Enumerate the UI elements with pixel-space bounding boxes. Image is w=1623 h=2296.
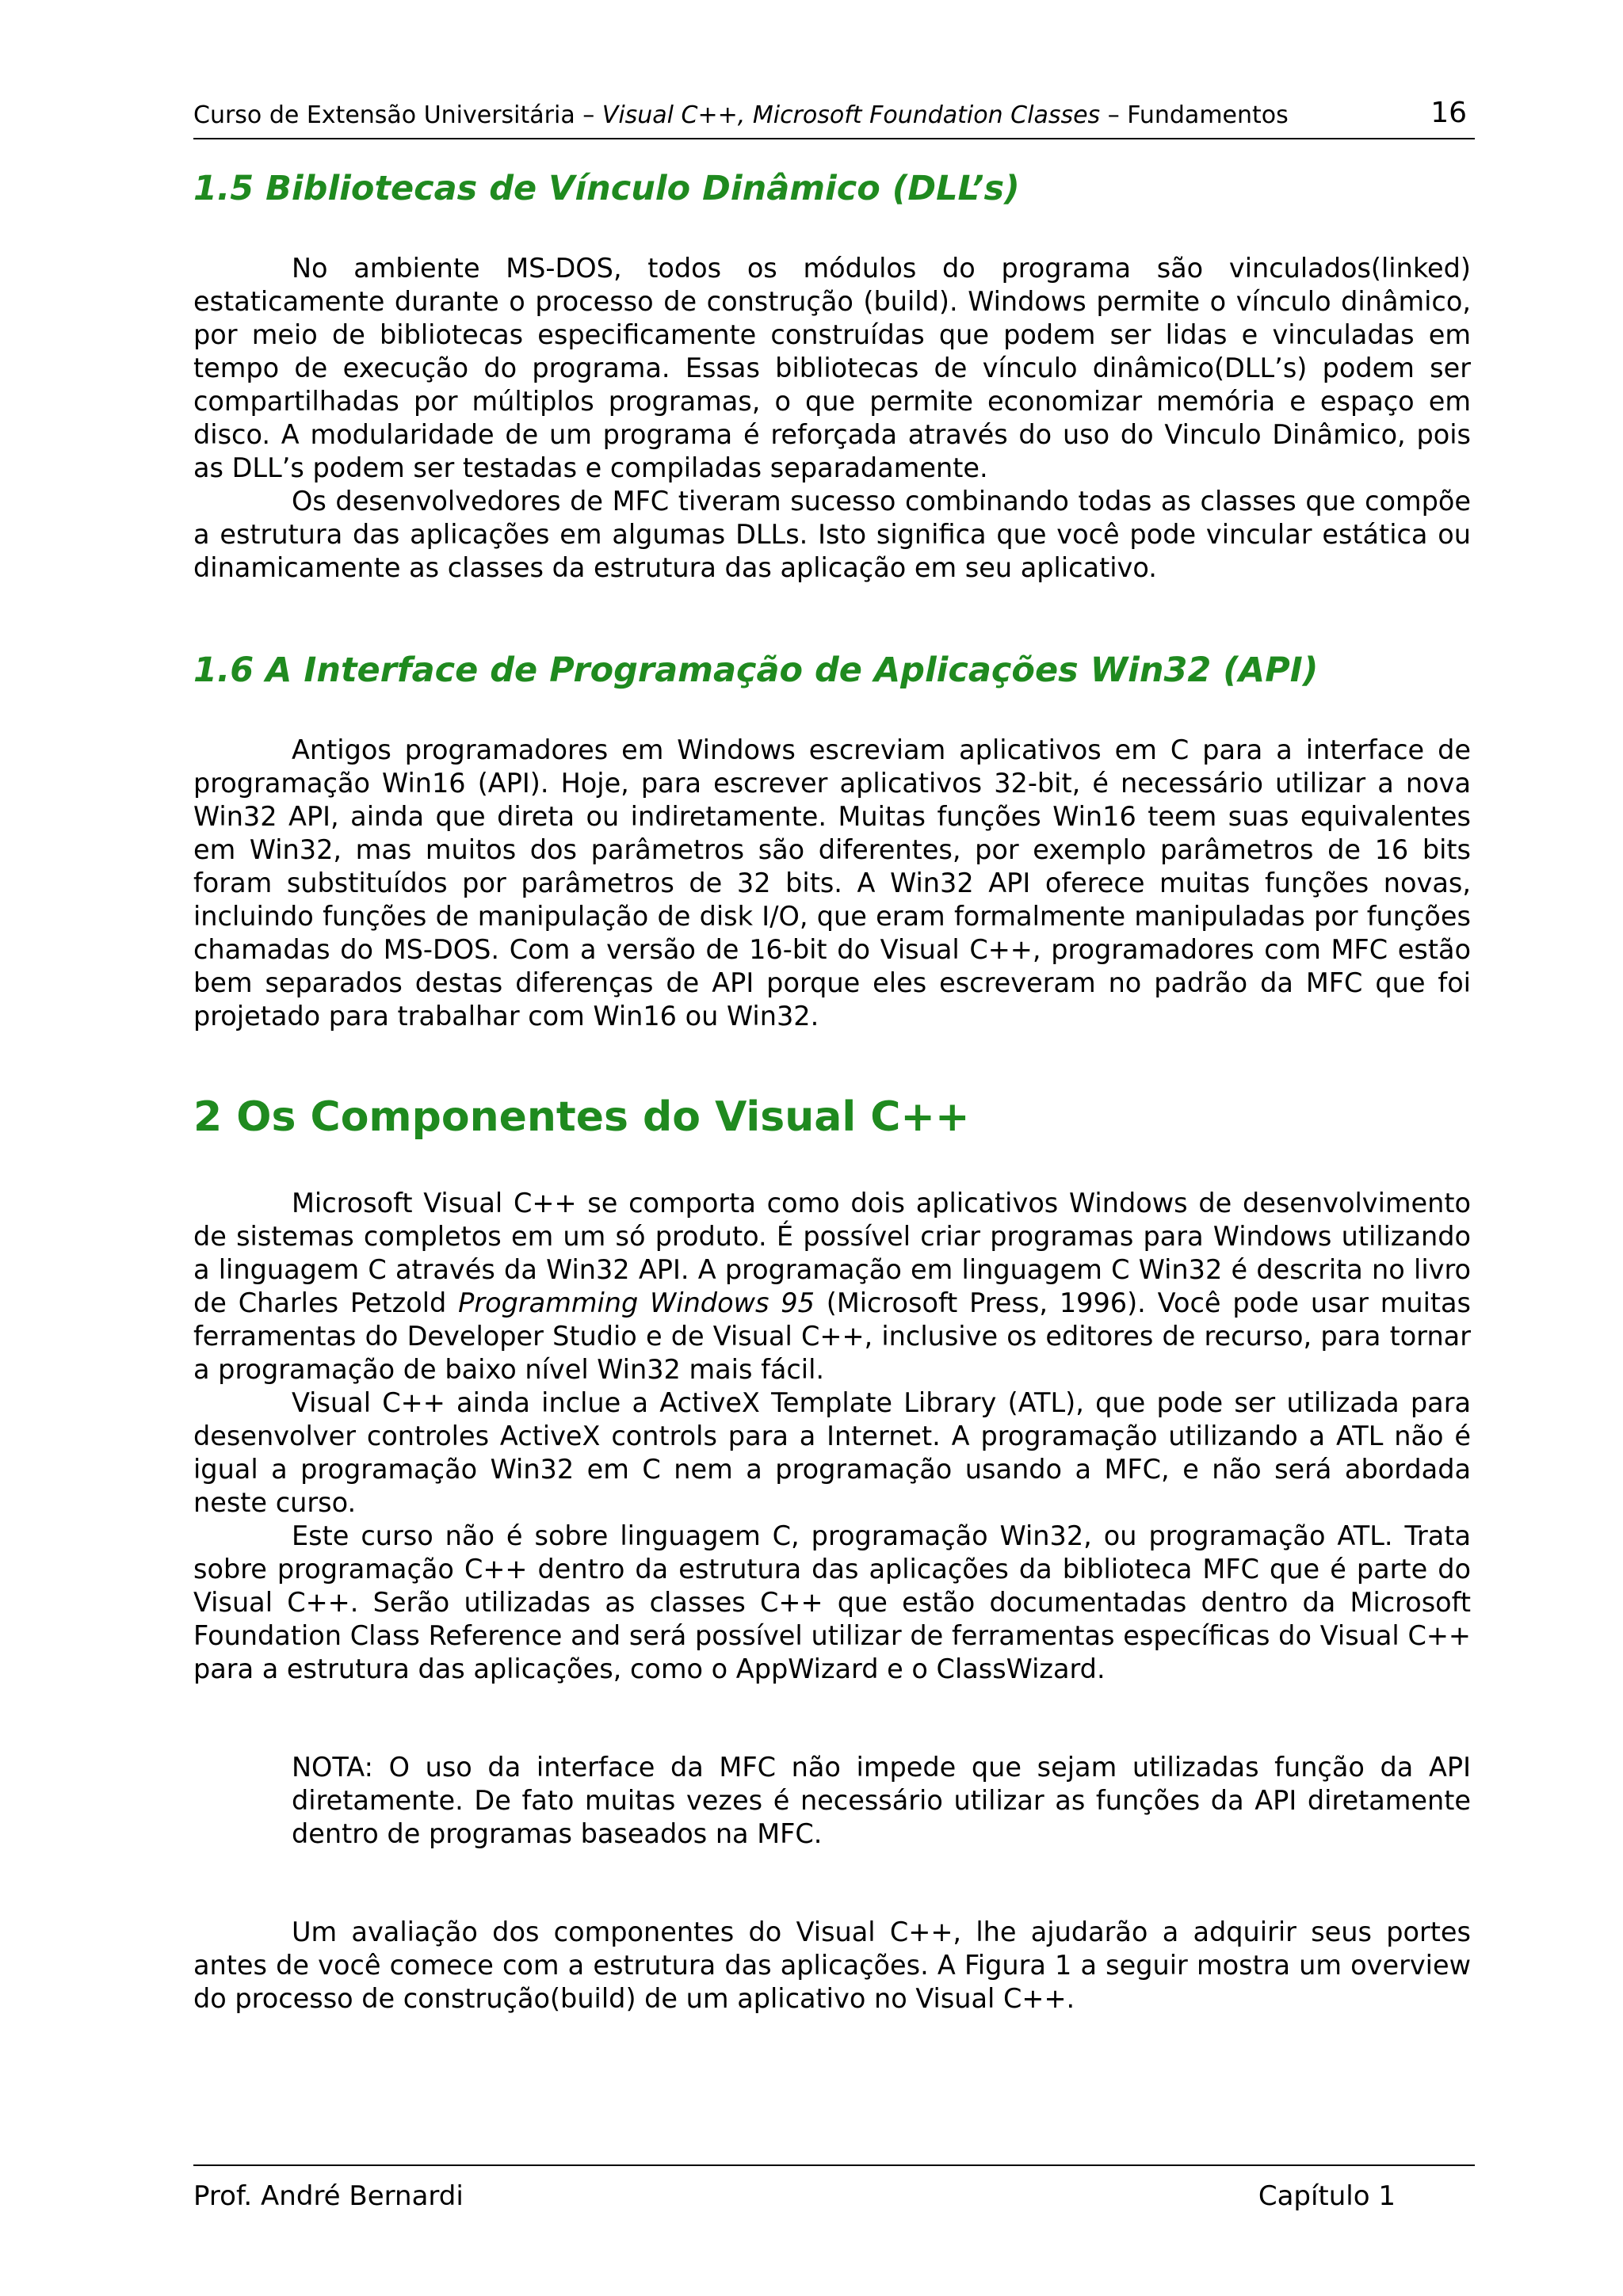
page-header (193, 93, 1475, 139)
book-title: Programming Windows 95 (458, 1287, 815, 1318)
course-title-suffix: – Fundamentos (1100, 101, 1289, 129)
section-1-6-paragraph-1: Antigos programadores em Windows escreviam aplicativos em C para a interface de programação Win16 (API). Hoje, para escrever aplicativos 32-bit, é necessário utilizar a nova Win32 API, ainda que direta ou indiretamente. Muitas funções Win16 teem suas equivalentes em Win32, mas muitos dos parâmetros são diferentes, por exemplo parâmetros de 16 bits foram substituídos por parâmetros de 32 bits. A Win32 API oferece muitas funções novas, incluindo funções de manipulação de disk I/O, que eram formalmente manipuladas por funções chamadas do MS-DOS. Com a versão de 16-bit do Visual C++, programadores com MFC estão bem separados destas diferenças de API porque eles escreveram no padrão da MFC que foi projetado para trabalhar com Win16 ou Win32. (193, 734, 1471, 1032)
chapter-2-paragraph-2: Visual C++ ainda inclue a ActiveX Template Library (ATL), que pode ser utilizada para desenvolver controles ActiveX controls para a Internet. A programação utilizando a ATL não é igual a programação Win32 em C nem a programação usando a MFC, e não será abordada neste curso. (193, 1387, 1471, 1518)
chapter-2-title: 2 Os Componentes do Visual C++ (193, 1093, 970, 1141)
course-title-italic: Visual C++, Microsoft Foundation Classes (601, 101, 1101, 129)
page-number: 16 (1430, 97, 1467, 129)
course-title (193, 101, 1289, 129)
chapter-label: Capítulo 1 (1258, 2180, 1396, 2212)
section-1-6-title: 1.6 A Interface de Programação de Aplicações Win32 (API) (193, 650, 1319, 690)
page-content (193, 166, 1471, 2016)
section-1-5-paragraph-2: Os desenvolvedores de MFC tiveram sucesso combinando todas as classes que compõe a estrutura das aplicações em algumas DLLs. Isto significa que você pode vincular estática ou dinamicamente as classes da estrutura das aplicação em seu aplicativo. (193, 486, 1471, 583)
chapter-2-paragraph-1 (193, 1187, 1471, 1386)
note-block: NOTA: O uso da interface da MFC não impede que sejam utilizadas função da API diretamente. De fato muitas vezes é necessário utilizar as funções da API diretamente dentro de programas baseados na MFC. (292, 1752, 1471, 1849)
page-footer (193, 2164, 1475, 2212)
section-1-5-title: 1.5 Bibliotecas de Vínculo Dinâmico (DLL’s) (193, 169, 1020, 208)
author-name: Prof. André Bernardi (193, 2180, 464, 2212)
chapter-2-paragraph-1-end: (Microsoft Press, 1996). Você pode usar muitas ferramentas do Developer Studio e de Visual C++, inclusive os editores de recurso, para tornar a programação de baixo nível Win32 mais fácil. (193, 1287, 1471, 1385)
chapter-2-paragraph-4: Um avaliação dos componentes do Visual C++, lhe ajudarão a adquirir seus portes antes de você comece com a estrutura das aplicações. A Figura 1 a seguir mostra um overview do processo de construção(build) de um aplicativo no Visual C++. (193, 1917, 1471, 2014)
chapter-2-paragraph-1-start: Microsoft Visual C++ se comporta como dois aplicativos Windows de desenvolvimento de sistemas completos em um só produto. É possível criar programas para Windows utilizando a linguagem C através da Win32 API. A programação em linguagem C Win32 é descrita no livro de Charles Petzold (193, 1188, 1471, 1318)
chapter-2-paragraph-3: Este curso não é sobre linguagem C, programação Win32, ou programação ATL. Trata sobre programação C++ dentro da estrutura das aplicações da biblioteca MFC que é parte do Visual C++. Serão utilizadas as classes C++ que estão documentadas dentro da Microsoft Foundation Class Reference and será possível utilizar de ferramentas específicas do Visual C++ para a estrutura das aplicações, como o AppWizard e o ClassWizard. (193, 1520, 1471, 1684)
course-title-prefix: Curso de Extensão Universitária – (193, 101, 602, 129)
section-1-5-paragraph-1: No ambiente MS-DOS, todos os módulos do programa são vinculados(linked) estaticamente durante o processo de construção (build). Windows permite o vínculo dinâmico, por meio de bibliotecas especificamente construídas que podem ser lidas e vinculadas em tempo de execução do programa. Essas bibliotecas de vínculo dinâmico(DLL’s) podem ser compartilhadas por múltiplos programas, o que permite economizar memória e espaço em disco. A modularidade de um programa é reforçada através do uso do Vinculo Dinâmico, pois as DLL’s podem ser testadas e compiladas separadamente. (193, 253, 1471, 483)
